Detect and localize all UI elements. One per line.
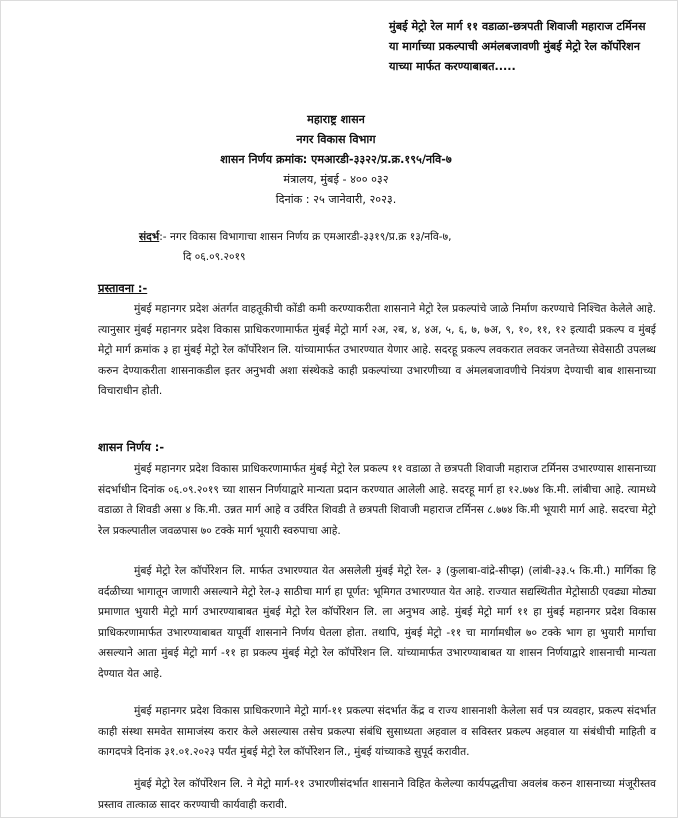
subject-heading: मुंबई मेट्रो रेल मार्ग ११ वडाळा-छत्रपती शिवाजी महाराज टर्मिनस या मार्गाच्या प्रकल्पाची अमंलबजावणी मुंबई मेट्रो रेल कॉर्पोरेशन याच्या मार्फत करण्याबाबत..... bbox=[389, 20, 646, 73]
reference-label: संदर्भ bbox=[139, 231, 160, 243]
reference-line-1: :- नगर विकास विभागाचा शासन निर्णय क्र एमआरडी-३३१९/प्र.क्र १३/नवि-७, bbox=[159, 231, 452, 243]
decision-paragraph-3: मुंबई महानगर प्रदेश विकास प्राधिकरणाने मेट्रो मार्ग-११ प्रकल्पा संदर्भात केंद्र व राज्य शासनाशी केलेला सर्व पत्र व्यवहार, प्रकल्प संदर्भात काही संस्था समवेत सामाजंस्य करार केले असल्यास तसेच प्रकल्पा संबंधि सुसाध्यता अहवाल व सविस्तर प्रकल्प अहवाल या संबंधीची माहिती व कागदपत्रे दिनांक ३१.०१.२०२३ पर्यंत मुंबई मेट्रो रेल कॉर्पोरेशन लि., मुंबई यांच्याकडे सुपूर्द करावीत. bbox=[98, 705, 656, 759]
reference-block bbox=[139, 227, 659, 267]
government-name: महाराष्ट्र शासन bbox=[307, 113, 365, 126]
preamble-heading: प्रस्तावना :- bbox=[98, 281, 148, 295]
decision-date: दिनांक : २५ जानेवारी, २०२३. bbox=[275, 193, 397, 206]
department-name: नगर विकास विभाग bbox=[296, 133, 376, 146]
reference-line-2: दि ०६.०९.२०१९ bbox=[183, 251, 246, 263]
decision-paragraph-4: मुंबई मेट्रो रेल कॉर्पोरेशन लि. ने मेट्रो मार्ग-११ उभारणीसंदर्भात शासनाने विहित केलेल्या कार्यपद्धतीचा अवलंब करुन शासनाच्या मंजूरीस्तव प्रस्ताव तात्काळ सादर करण्याची कार्यवाही करावी. bbox=[98, 778, 656, 811]
preamble-paragraph: मुंबई महानगर प्रदेश अंतर्गत वाहतूकीची कोंडी कमी करण्याकरीता शासनाने मेट्रो रेल प्रकल्पांचे जाळे निर्माण करण्याचे निश्चित केलेले आहे. त्यानुसार मुंबई महानगर प्रदेश विकास प्राधिकरणामार्फत मुंबई मेट्रो मार्ग २अ, २ब, ४, ४अ, ५, ६, ७, ७अ, ९, १०, ११, १२ इत्यादी प्रकल्प व मुंबई मेट्रो मार्ग क्रमांक ३ हा मुंबई मेट्रो रेल कॉर्पोरेशन लि. यांच्यामार्फत उभारण्यात येणार आहे. सदरहू प्रकल्प लवकरात लवकर जनतेच्या सेवेसाठी उपलब्ध करुन देण्याकरीता शासनाकडील इतर अनुभवी अशा संस्थेकडे काही प्रकल्पांच्या उभारणीच्या व अंमलबजावणीचे नियंत्रण देण्याची बाब शासनाच्या विचाराधीन होती. bbox=[98, 303, 656, 398]
decision-number: शासन निर्णय क्रमांक: एमआरडी-३३२२/प्र.क्र.१९५/नवि-७ bbox=[220, 153, 452, 166]
decision-paragraph-1: मुंबई महानगर प्रदेश विकास प्राधिकरणामार्फत मुंबई मेट्रो रेल प्रकल्प ११ वडाळा ते छत्रपती शिवाजी महाराज टर्मिनस उभारण्यास शासनाच्या संदर्भाधीन दिनांक ०६.०९.२०१९ च्या शासन निर्णयाद्वारे मान्यता प्रदान करण्यात आलेली आहे. सदरहू मार्ग हा १२.७७४ कि.मी. लांबीचा आहे. त्यामध्ये वडाळा ते शिवडी असा ४ कि.मी. उन्नत मार्ग आहे व उर्वरित शिवडी ते छत्रपती शिवाजी महाराज टर्मिनस ८.७७४ कि.मी भूयारी मार्ग आहे. सदरचा मेट्रो रेल प्रकल्पातील जवळपास ७० टक्के मार्ग भूयारी स्वरुपाचा आहे. bbox=[98, 463, 656, 537]
decision-heading: शासन निर्णय :- bbox=[98, 440, 165, 454]
decision-paragraph-2: मुंबई मेट्रो रेल कॉर्पोरेशन लि. मार्फत उभारण्यात येत असलेली मुंबई मेट्रो रेल- ३ (कुलाबा-वांद्रे-सीप्झ) (लांबी-३३.५ कि.मी.) मार्गिका हि वर्दळीच्या भागातून जाणारी असल्याने मेट्रो रेल-३ साठीचा मार्ग हा पूर्णत: भूमिगत उभारण्यात येत आहे. राज्यात सद्यस्थितीत मेट्रोसाठी एवढ्या मोठ्या प्रमाणात भुयारी मेट्रो मार्ग उभारण्याबाबत मुंबई मेट्रो रेल कॉर्पोरेशन लि. ला अनुभव आहे. मुंबई मेट्रो मार्ग ११ हा मुंबई महानगर प्रदेश विकास प्राधिकरणामार्फत उभारण्याबाबत यापूर्वी शासनाने निर्णय घेतला होता. तथापि, मुंबई मेट्रो -११ चा मार्गामधील ७० टक्के भाग हा भुयारी मार्गाचा असल्याने आता मुंबई मेट्रो मार्ग -११ हा प्रकल्प मुंबई मेट्रो रेल कॉर्पोरेशन लि. यांच्यामार्फत उभारण्याबाबत या शासन निर्णयाद्वारे शासनाची मान्यता देण्यात येत आहे. bbox=[98, 565, 656, 680]
document-header bbox=[151, 110, 521, 210]
address: मंत्रालय, मुंबई - ४०० ०३२ bbox=[283, 173, 389, 186]
